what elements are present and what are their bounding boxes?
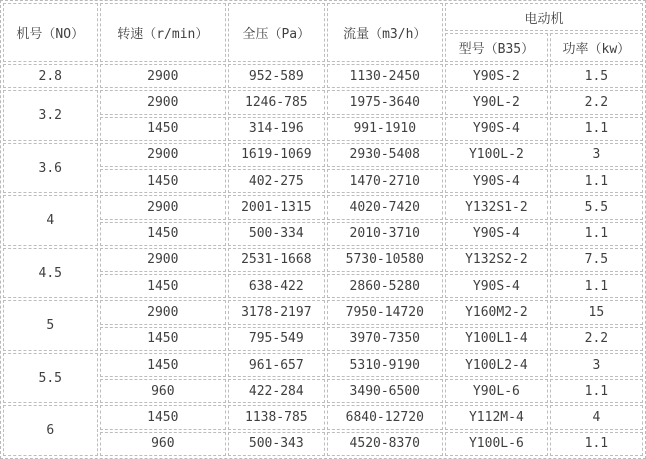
cell-speed: 2900 [100,300,227,324]
cell-pressure: 2001-1315 [228,195,324,219]
table-row [3,222,643,246]
cell-model-no: 3.6 [3,143,98,194]
spec-table-body [3,64,643,456]
cell-flow: 6840-12720 [327,405,444,429]
cell-pressure: 961-657 [228,353,324,377]
cell-power: 1.1 [550,432,643,456]
cell-flow: 2860-5280 [327,274,444,298]
table-row [3,248,643,272]
cell-model-no: 4.5 [3,248,98,299]
cell-flow: 7950-14720 [327,300,444,324]
table-row [3,169,643,193]
cell-model-no: 2.8 [3,64,98,88]
cell-flow: 991-1910 [327,117,444,141]
cell-model-no: 6 [3,405,98,456]
table-row [3,195,643,219]
cell-model: Y100L1-4 [445,327,548,351]
cell-model-no: 4 [3,195,98,246]
cell-power: 1.1 [550,274,643,298]
cell-flow: 5730-10580 [327,248,444,272]
cell-power: 15 [550,300,643,324]
cell-power: 2.2 [550,90,643,114]
cell-model: Y90L-6 [445,379,548,403]
cell-model: Y112M-4 [445,405,548,429]
header-speed: 转速（r/min） [100,3,227,62]
header-pressure: 全压（Pa） [228,3,324,62]
cell-power: 1.5 [550,64,643,88]
cell-flow: 1470-2710 [327,169,444,193]
cell-pressure: 795-549 [228,327,324,351]
cell-flow: 2930-5408 [327,143,444,167]
cell-model-no: 5 [3,300,98,351]
cell-power: 5.5 [550,195,643,219]
table-row [3,90,643,114]
cell-speed: 2900 [100,143,227,167]
cell-model: Y90S-4 [445,117,548,141]
cell-model: Y90L-2 [445,90,548,114]
table-row [3,353,643,377]
cell-speed: 1450 [100,169,227,193]
cell-pressure: 3178-2197 [228,300,324,324]
cell-speed: 2900 [100,248,227,272]
cell-pressure: 1619-1069 [228,143,324,167]
cell-pressure: 314-196 [228,117,324,141]
cell-model: Y100L-2 [445,143,548,167]
cell-speed: 1450 [100,222,227,246]
cell-model: Y90S-2 [445,64,548,88]
cell-model: Y100L-6 [445,432,548,456]
cell-flow: 2010-3710 [327,222,444,246]
cell-pressure: 402-275 [228,169,324,193]
cell-flow: 3970-7350 [327,327,444,351]
cell-power: 1.1 [550,379,643,403]
table-row [3,274,643,298]
cell-speed: 1450 [100,274,227,298]
cell-flow: 1130-2450 [327,64,444,88]
cell-model-no: 5.5 [3,353,98,404]
cell-speed: 2900 [100,90,227,114]
cell-pressure: 1246-785 [228,90,324,114]
header-motor-group: 电动机 [445,3,643,31]
cell-flow: 4020-7420 [327,195,444,219]
cell-pressure: 500-343 [228,432,324,456]
cell-power: 3 [550,353,643,377]
cell-model: Y100L2-4 [445,353,548,377]
cell-power: 1.1 [550,117,643,141]
cell-pressure: 638-422 [228,274,324,298]
header-flow: 流量（m3/h） [327,3,444,62]
cell-power: 4 [550,405,643,429]
cell-pressure: 500-334 [228,222,324,246]
table-row [3,300,643,324]
cell-power: 3 [550,143,643,167]
cell-power: 7.5 [550,248,643,272]
cell-model: Y90S-4 [445,169,548,193]
table-row [3,143,643,167]
cell-speed: 960 [100,379,227,403]
header-row-top [3,3,643,31]
cell-flow: 5310-9190 [327,353,444,377]
cell-pressure: 1138-785 [228,405,324,429]
header-motor-model: 型号（B35） [445,33,548,62]
table-row [3,432,643,456]
cell-speed: 1450 [100,353,227,377]
cell-power: 2.2 [550,327,643,351]
cell-model: Y90S-4 [445,274,548,298]
cell-power: 1.1 [550,222,643,246]
table-header [3,3,643,62]
cell-model: Y160M2-2 [445,300,548,324]
cell-power: 1.1 [550,169,643,193]
cell-speed: 2900 [100,64,227,88]
cell-model: Y132S1-2 [445,195,548,219]
cell-speed: 2900 [100,195,227,219]
table-row [3,327,643,351]
table-row [3,64,643,88]
cell-pressure: 952-589 [228,64,324,88]
cell-pressure: 2531-1668 [228,248,324,272]
cell-model-no: 3.2 [3,90,98,141]
table-row [3,379,643,403]
cell-speed: 1450 [100,405,227,429]
cell-speed: 1450 [100,327,227,351]
cell-speed: 1450 [100,117,227,141]
header-model-no: 机号（NO） [3,3,98,62]
header-motor-power: 功率（kw） [550,33,643,62]
cell-pressure: 422-284 [228,379,324,403]
cell-model: Y90S-4 [445,222,548,246]
cell-model: Y132S2-2 [445,248,548,272]
table-row [3,405,643,429]
cell-flow: 1975-3640 [327,90,444,114]
cell-flow: 4520-8370 [327,432,444,456]
table-row [3,117,643,141]
cell-flow: 3490-6500 [327,379,444,403]
cell-speed: 960 [100,432,227,456]
